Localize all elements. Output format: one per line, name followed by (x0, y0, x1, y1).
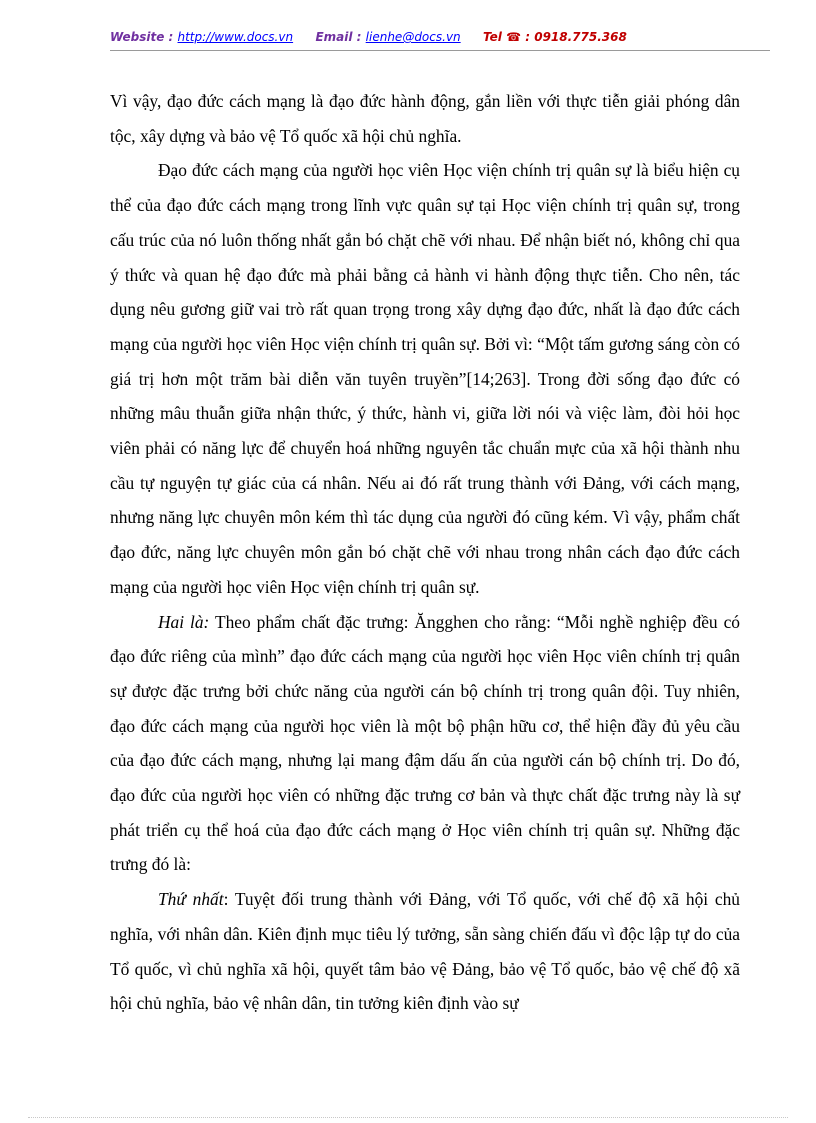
telephone-icon: ☎ (506, 30, 522, 44)
page-header (110, 30, 770, 50)
website-link[interactable]: http://www.docs.vn (177, 30, 294, 44)
paragraph-4 (110, 882, 740, 1021)
email-label: Email : (315, 30, 362, 44)
tel-label: Tel (483, 30, 502, 44)
website-label: Website : (110, 30, 174, 44)
phone-number: : 0918.775.368 (525, 30, 627, 44)
header-divider (110, 50, 770, 51)
paragraph-4-text: : Tuyệt đối trung thành với Đảng, với Tổ quốc, với chế độ xã hội chủ nghĩa, với nhân dân. Kiên định mục tiêu lý tưởng, sẵn sàng chiến đấu vì độc lập tự do của Tổ quốc, vì chủ nghĩa xã hội, quyết tâm bảo vệ Đảng, bảo vệ Tổ quốc, bảo vệ chế độ xã hội chủ nghĩa, bảo vệ nhân dân, tin tưởng kiên định vào sự (110, 889, 740, 1014)
paragraph-3 (110, 605, 740, 883)
footer-divider (28, 1117, 788, 1118)
paragraph-2: Đạo đức cách mạng của người học viên Học viện chính trị quân sự là biểu hiện cụ thể của đạo đức cách mạng trong lĩnh vực quân sự tại Học viện chính trị quân sự, trong cấu trúc của nó luôn thống nhất gắn bó chặt chẽ với nhau. Để nhận biết nó, không chỉ qua ý thức và quan hệ đạo đức mà phải bằng cả hành vi hành động thực tiễn. Cho nên, tác dụng nêu gương giữ vai trò rất quan trọng trong xây dựng đạo đức, nhất là đạo đức cách mạng của người học viên Học viện chính trị quân sự. Bởi vì: “Một tấm gương sáng còn có giá trị hơn một trăm bài diễn văn tuyên truyền”[14;263]. Trong đời sống đạo đức có những mâu thuẫn giữa nhận thức, ý thức, hành vi, giữa lời nói và việc làm, đòi hỏi học viên phải có năng lực để chuyển hoá những nguyên tắc chuẩn mực của xã hội thành nhu cầu tự nguyện tự giác của cá nhân. Nếu ai đó rất trung thành với Đảng, với cách mạng, nhưng năng lực chuyên môn kém thì tác dụng của người đó cũng kém. Vì vậy, phẩm chất đạo đức, năng lực chuyên môn gắn bó chặt chẽ với nhau trong nhân cách đạo đức cách mạng của người học viên Học viện chính trị quân sự. (110, 160, 740, 597)
document-body (110, 84, 740, 1021)
paragraph-4-lead: Thứ nhất (158, 889, 224, 910)
paragraph-3-lead: Hai là: (158, 611, 210, 632)
email-link[interactable]: lienhe@docs.vn (365, 30, 461, 44)
paragraph-3-text: Theo phẩm chất đặc trưng: Ăngghen cho rằng: “Mỗi nghề nghiệp đều có đạo đức riêng của mình” đạo đức cách mạng của người học viên Học viên chính trị quân sự được đặc trưng bởi chức năng của người cán bộ chính trị trong quân đội. Tuy nhiên, đạo đức cách mạng của người học viên là một bộ phận hữu cơ, thể hiện đầy đủ yêu cầu của đạo đức cách mạng, nhưng lại mang đậm dấu ấn của người cán bộ chính trị. Do đó, đạo đức của người học viên có những đặc trưng cơ bản và thực chất đặc trưng này là sự phát triển cụ thể hoá của đạo đức cách mạng ở Học viên chính trị quân sự. Những đặc trưng đó là: (110, 611, 740, 875)
paragraph-1: Vì vậy, đạo đức cách mạng là đạo đức hành động, gắn liền với thực tiễn giải phóng dân tộc, xây dựng và bảo vệ Tổ quốc xã hội chủ nghĩa. (110, 91, 740, 146)
